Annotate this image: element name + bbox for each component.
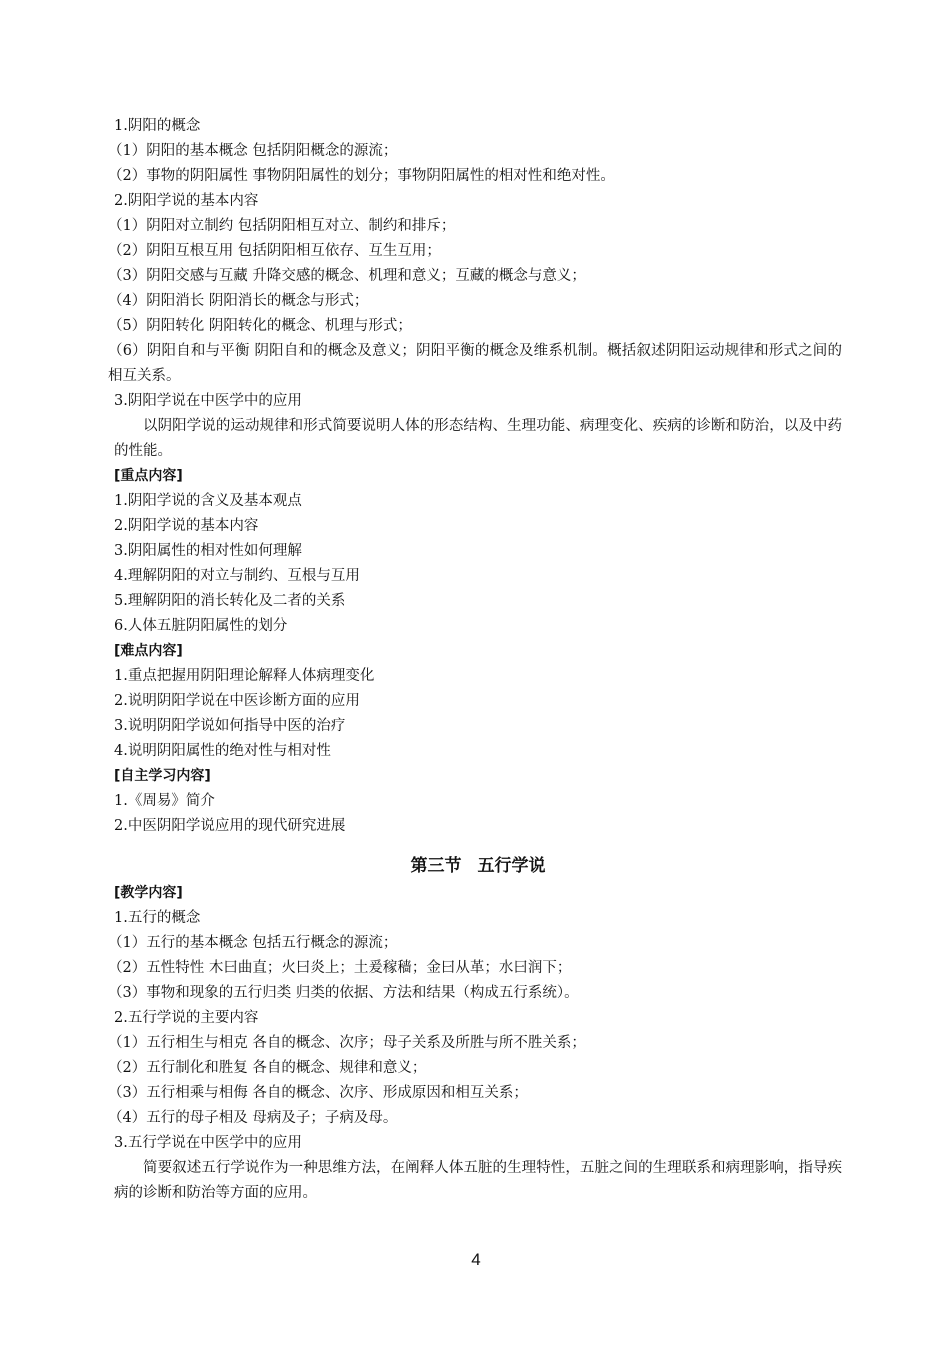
wuxing-concept-heading: 1.五行的概念 bbox=[114, 910, 201, 926]
difficult-point-item-2: 2.说明阴阳学说在中医诊断方面的应用 bbox=[114, 693, 360, 709]
page-content bbox=[108, 114, 842, 1206]
key-point-item-3: 3.阴阳属性的相对性如何理解 bbox=[114, 543, 302, 559]
yinyang-application-paragraph: 以阴阳学说的运动规律和形式简要说明人体的形态结构、生理功能、病理变化、疾病的诊断和防治，以及中药的性能。 bbox=[114, 418, 842, 459]
yinyang-content-item-3: （3）阴阳交感与互藏 升降交感的概念、机理和意义；互藏的概念与意义； bbox=[108, 268, 586, 284]
wuxing-content-item-2: （2）五行制化和胜复 各自的概念、规律和意义； bbox=[108, 1060, 427, 1076]
key-point-item-4: 4.理解阴阳的对立与制约、互根与互用 bbox=[114, 568, 360, 584]
yinyang-concept-heading: 1.阴阳的概念 bbox=[114, 118, 201, 134]
key-points-label: [重点内容] bbox=[114, 468, 183, 484]
page-number: 4 bbox=[471, 1250, 481, 1269]
self-study-item-1: 1.《周易》简介 bbox=[114, 793, 215, 809]
key-point-item-5: 5.理解阴阳的消长转化及二者的关系 bbox=[114, 593, 346, 609]
wuxing-application-paragraph: 简要叙述五行学说作为一种思维方法，在阐释人体五脏的生理特性，五脏之间的生理联系和病理影响，指导疾病的诊断和防治等方面的应用。 bbox=[114, 1160, 842, 1201]
difficult-point-item-4: 4.说明阴阳属性的绝对性与相对性 bbox=[114, 743, 331, 759]
yinyang-content-heading: 2.阴阳学说的基本内容 bbox=[114, 193, 259, 209]
yinyang-content-item-2: （2）阴阳互根互用 包括阴阳相互依存、互生互用； bbox=[108, 243, 441, 259]
wuxing-content-heading: 2.五行学说的主要内容 bbox=[114, 1010, 259, 1026]
wuxing-concept-item-3: （3）事物和现象的五行归类 归类的依据、方法和结果（构成五行系统）。 bbox=[108, 985, 579, 1001]
wuxing-concept-item-1: （1）五行的基本概念 包括五行概念的源流； bbox=[108, 935, 398, 951]
yinyang-concept-item-2: （2）事物的阴阳属性 事物阴阳属性的划分；事物阴阳属性的相对性和绝对性。 bbox=[108, 168, 615, 184]
key-point-item-2: 2.阴阳学说的基本内容 bbox=[114, 518, 259, 534]
difficult-point-item-3: 3.说明阴阳学说如何指导中医的治疗 bbox=[114, 718, 346, 734]
wuxing-content-item-3: （3）五行相乘与相侮 各自的概念、次序、形成原因和相互关系； bbox=[108, 1085, 528, 1101]
wuxing-content-item-1: （1）五行相生与相克 各自的概念、次序；母子关系及所胜与所不胜关系； bbox=[108, 1035, 586, 1051]
yinyang-content-item-5: （5）阴阳转化 阴阳转化的概念、机理与形式； bbox=[108, 318, 412, 334]
self-study-label: [自主学习内容] bbox=[114, 768, 211, 784]
self-study-item-2: 2.中医阴阳学说应用的现代研究进展 bbox=[114, 818, 346, 834]
teaching-content-label: [教学内容] bbox=[114, 885, 183, 901]
yinyang-application-heading: 3.阴阳学说在中医学中的应用 bbox=[114, 393, 302, 409]
wuxing-concept-item-2: （2）五性特性 木曰曲直；火曰炎上；土爰稼穑；金曰从革；水曰润下； bbox=[108, 960, 572, 976]
wuxing-application-heading: 3.五行学说在中医学中的应用 bbox=[114, 1135, 302, 1151]
yinyang-content-item-1: （1）阴阳对立制约 包括阴阳相互对立、制约和排斥； bbox=[108, 218, 456, 234]
key-point-item-6: 6.人体五脏阴阳属性的划分 bbox=[114, 618, 288, 634]
difficult-points-label: [难点内容] bbox=[114, 643, 183, 659]
key-point-item-1: 1.阴阳学说的含义及基本观点 bbox=[114, 493, 302, 509]
yinyang-content-item-4: （4）阴阳消长 阴阳消长的概念与形式； bbox=[108, 293, 369, 309]
wuxing-content-item-4: （4）五行的母子相及 母病及子；子病及母。 bbox=[108, 1110, 398, 1126]
section-title: 第三节 五行学说 bbox=[410, 856, 546, 876]
yinyang-concept-item-1: （1）阴阳的基本概念 包括阴阳概念的源流； bbox=[108, 143, 398, 159]
difficult-point-item-1: 1.重点把握用阴阳理论解释人体病理变化 bbox=[114, 668, 375, 684]
yinyang-content-item-6: （6）阴阳自和与平衡 阴阳自和的概念及意义；阴阳平衡的概念及维系机制。概括叙述阴阳运动规律和形式之间的相互关系。 bbox=[108, 343, 842, 384]
